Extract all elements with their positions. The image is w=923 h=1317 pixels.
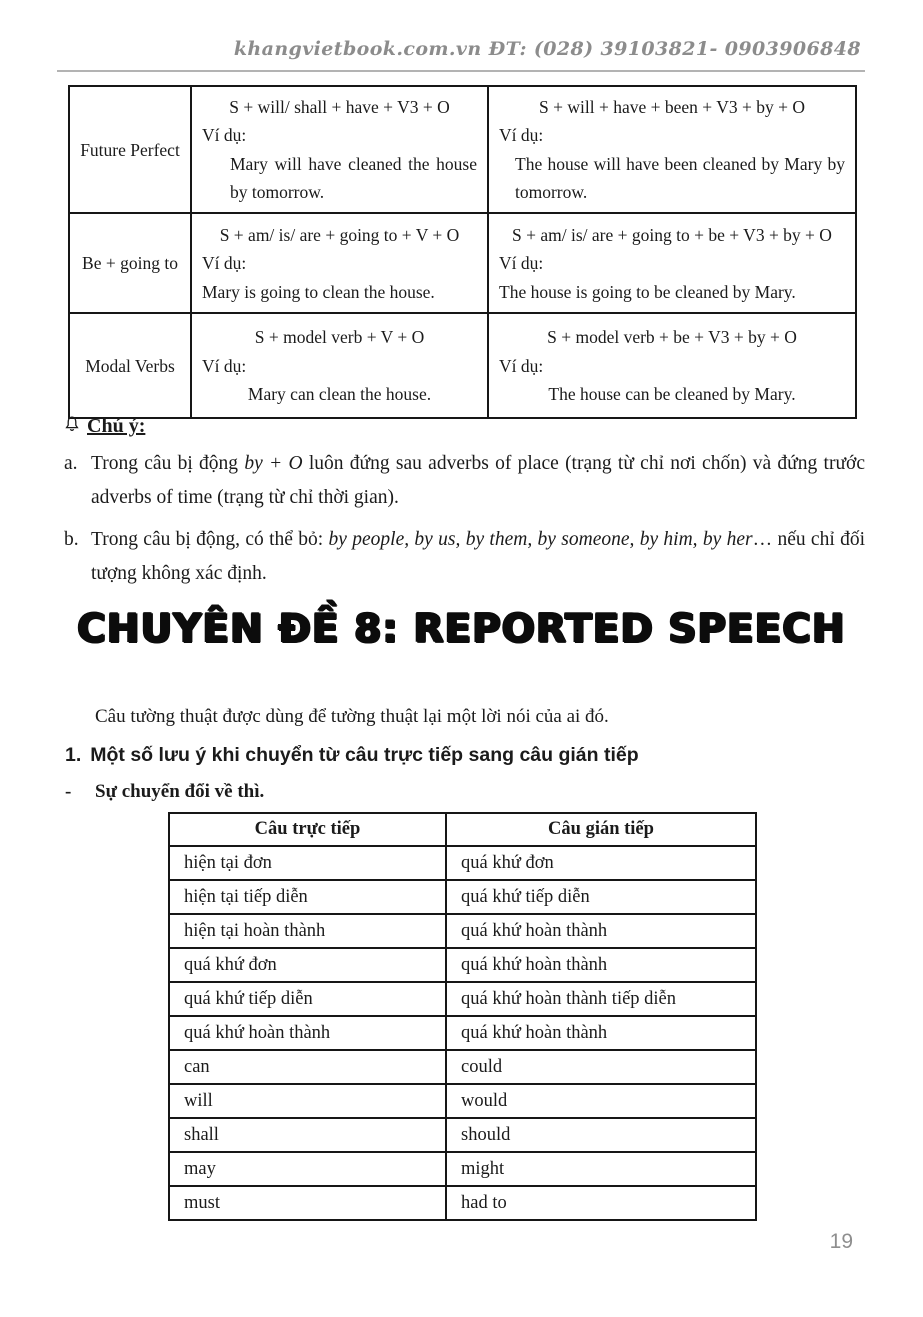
section-heading xyxy=(65,744,868,767)
note-b xyxy=(64,523,865,590)
table-row xyxy=(69,313,856,418)
indirect-cell: should xyxy=(446,1118,756,1152)
note-marker: b. xyxy=(64,529,79,551)
table-row xyxy=(169,914,756,948)
table-row xyxy=(169,1152,756,1186)
note-text-after: … nếu chỉ đối tượng không xác định. xyxy=(91,529,866,584)
tense-label: Future Perfect xyxy=(69,86,191,213)
table-row xyxy=(169,1016,756,1050)
table-row xyxy=(169,1118,756,1152)
passive-formula: S + will + have + been + V3 + by + O xyxy=(539,97,805,117)
table-row xyxy=(169,880,756,914)
indirect-cell: had to xyxy=(446,1186,756,1220)
direct-cell: hiện tại hoàn thành xyxy=(169,914,446,948)
note-text-italic: by people, by us, by them, by someone, by him, by her xyxy=(328,529,753,551)
direct-cell: quá khứ hoàn thành xyxy=(169,1016,446,1050)
table-row xyxy=(169,1084,756,1118)
column-header-indirect: Câu gián tiếp xyxy=(446,813,756,846)
notes-section xyxy=(64,415,865,590)
active-example: Mary is going to clean the house. xyxy=(202,281,435,302)
passive-cell xyxy=(488,86,856,213)
example-label: Ví dụ: xyxy=(499,253,544,274)
indirect-cell: quá khứ hoàn thành tiếp diễn xyxy=(446,982,756,1016)
note-text-before: Trong câu bị động xyxy=(91,453,245,474)
table-row xyxy=(169,1050,756,1084)
example-label: Ví dụ: xyxy=(202,253,247,274)
indirect-cell: would xyxy=(446,1084,756,1118)
passive-cell xyxy=(488,213,856,313)
active-example: Mary can clean the house. xyxy=(247,384,432,405)
indirect-cell: quá khứ đơn xyxy=(446,846,756,880)
passive-voice-table xyxy=(68,85,857,419)
passive-cell xyxy=(488,313,856,418)
column-header-direct: Câu trực tiếp xyxy=(169,813,446,846)
table-row xyxy=(69,86,856,213)
active-cell xyxy=(191,213,488,313)
note-text-after: luôn đứng sau adverbs of place (trạng từ chỉ nơi chốn) và đứng trước adverbs of time (trạng từ chỉ thời gian). xyxy=(91,453,865,508)
direct-cell: quá khứ đơn xyxy=(169,948,446,982)
indirect-cell: quá khứ hoàn thành xyxy=(446,948,756,982)
section-bullet xyxy=(65,781,863,803)
note-text-italic: by + O xyxy=(244,453,303,474)
passive-example: The house can be cleaned by Mary. xyxy=(548,384,796,405)
example-label: Ví dụ: xyxy=(202,125,247,146)
direct-cell: hiện tại đơn xyxy=(169,846,446,880)
page-number: 19 xyxy=(829,1230,853,1253)
bullet-marker: - xyxy=(65,781,72,802)
note-title-row xyxy=(64,415,865,438)
indirect-cell: could xyxy=(446,1050,756,1084)
indirect-cell: quá khứ tiếp diễn xyxy=(446,880,756,914)
tense-conversion-table xyxy=(168,812,757,1221)
chapter-title: CHUYÊN ĐỀ 8: REPORTED SPEECH xyxy=(77,607,846,652)
direct-cell: will xyxy=(169,1084,446,1118)
direct-cell: can xyxy=(169,1050,446,1084)
note-title: Chú ý: xyxy=(87,415,146,437)
note-text-before: Trong câu bị động, có thể bỏ: xyxy=(91,529,329,551)
heading-number: 1. xyxy=(65,744,82,766)
passive-example: The house is going to be cleaned by Mary. xyxy=(499,281,796,302)
direct-cell: quá khứ tiếp diễn xyxy=(169,982,446,1016)
passive-example: The house will have been cleaned by Mary by tomorrow. xyxy=(515,153,845,203)
indirect-cell: quá khứ hoàn thành xyxy=(446,1016,756,1050)
bullet-text: Sự chuyển đổi về thì. xyxy=(95,781,265,802)
table-row xyxy=(169,948,756,982)
passive-formula: S + am/ is/ are + going to + be + V3 + by + O xyxy=(512,224,832,245)
note-text xyxy=(91,523,865,590)
example-label: Ví dụ: xyxy=(499,355,544,376)
active-formula: S + will/ shall + have + V3 + O xyxy=(229,97,450,117)
tense-label: Be + going to xyxy=(69,213,191,313)
table-row xyxy=(69,213,856,313)
bell-icon xyxy=(64,416,80,438)
note-a xyxy=(64,447,865,514)
intro-paragraph: Câu tường thuật được dùng để tường thuật lại một lời nói của ai đó. xyxy=(95,706,609,727)
example-label: Ví dụ: xyxy=(499,125,544,146)
table-header-row xyxy=(169,813,756,846)
note-text xyxy=(91,447,865,514)
note-marker: a. xyxy=(64,453,78,474)
active-formula: S + am/ is/ are + going to + V + O xyxy=(219,224,460,245)
example-label: Ví dụ: xyxy=(202,355,247,376)
active-cell xyxy=(191,86,488,213)
active-formula: S + model verb + V + O xyxy=(254,327,425,348)
direct-cell: may xyxy=(169,1152,446,1186)
heading-text: Một số lưu ý khi chuyển từ câu trực tiếp sang câu gián tiếp xyxy=(90,744,639,766)
direct-cell: must xyxy=(169,1186,446,1220)
direct-cell: shall xyxy=(169,1118,446,1152)
passive-formula: S + model verb + be + V3 + by + O xyxy=(547,327,797,348)
table-row xyxy=(169,846,756,880)
page-header-text: khangvietbook.com.vn ĐT: (028) 39103821- 0903906848 xyxy=(233,38,861,60)
table-row xyxy=(169,1186,756,1220)
direct-cell: hiện tại tiếp diễn xyxy=(169,880,446,914)
header-divider xyxy=(57,70,865,72)
table-row xyxy=(169,982,756,1016)
indirect-cell: might xyxy=(446,1152,756,1186)
tense-label: Modal Verbs xyxy=(69,313,191,418)
indirect-cell: quá khứ hoàn thành xyxy=(446,914,756,948)
active-example: Mary will have cleaned the house by tomorrow. xyxy=(230,153,477,203)
active-cell xyxy=(191,313,488,418)
